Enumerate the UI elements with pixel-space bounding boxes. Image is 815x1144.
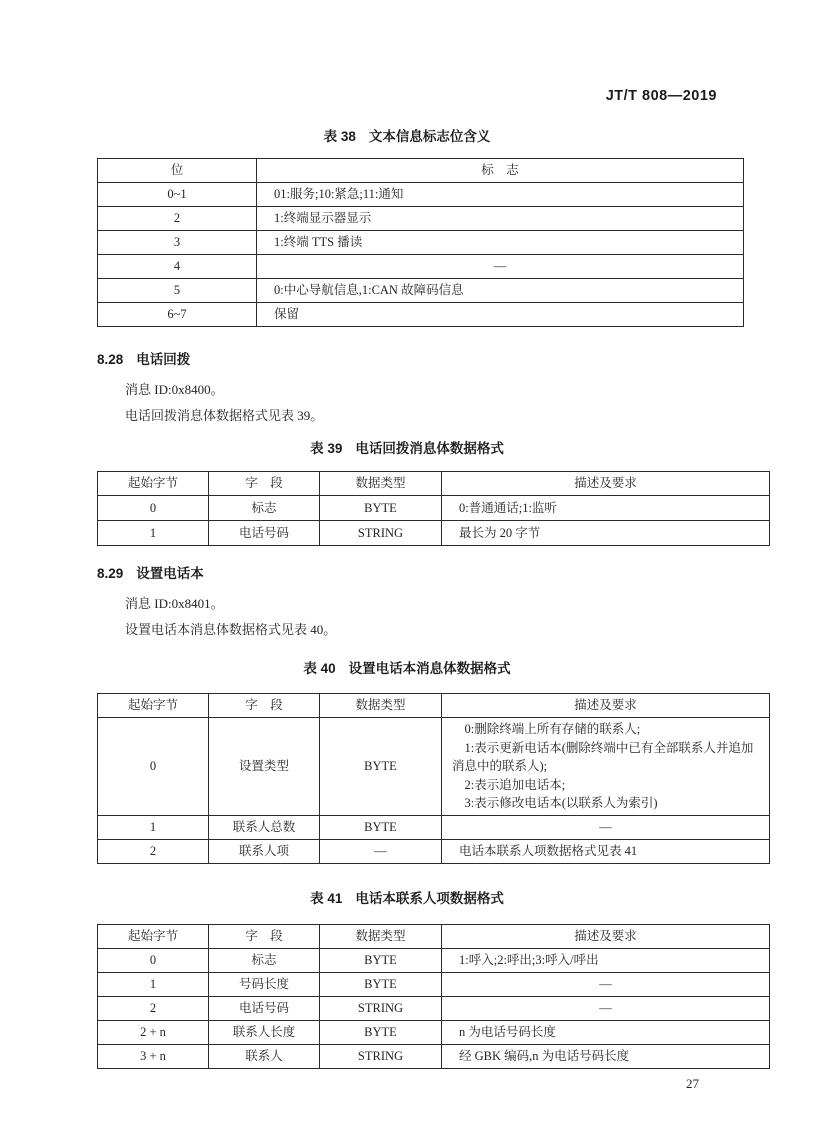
cell-start: 0 [98, 718, 209, 816]
table38-caption-title: 文本信息标志位含义 [368, 129, 491, 144]
table-row [98, 279, 744, 303]
cell-flag: 保留 [257, 303, 744, 327]
cell-desc: 0:普通通话;1:监听 [442, 496, 770, 521]
cell-field: 标志 [209, 948, 320, 972]
header-type: 数据类型 [320, 924, 442, 948]
header-start: 起始字节 [98, 472, 209, 496]
table-row [98, 996, 770, 1020]
table-row [98, 972, 770, 996]
cell-type: STRING [320, 521, 442, 546]
table39-caption-label: 表 39 [310, 441, 343, 456]
table-row [98, 948, 770, 972]
table38-header-row [98, 159, 744, 183]
cell-start: 2 [98, 996, 209, 1020]
cell-field: 联系人 [209, 1044, 320, 1068]
header-field: 字 段 [209, 694, 320, 718]
table40-header-row [98, 694, 770, 718]
table41 [97, 924, 770, 1069]
section-829-para-ref: 设置电话本消息体数据格式见表 40。 [125, 622, 337, 637]
header-desc: 描述及要求 [442, 472, 770, 496]
section-number: 8.28 [97, 352, 124, 367]
table-row [98, 1044, 770, 1068]
cell-desc: — [442, 815, 770, 839]
desc-line: 0:删除终端上所有存储的联系人; [464, 722, 641, 736]
table41-caption [97, 887, 717, 907]
cell-flag: — [257, 255, 744, 279]
section-number: 8.29 [97, 566, 124, 581]
cell-desc: 最长为 20 字节 [442, 521, 770, 546]
table-row [98, 255, 744, 279]
table-row [98, 207, 744, 231]
cell-start: 3 + n [98, 1044, 209, 1068]
cell-start: 1 [98, 521, 209, 546]
table-row [98, 496, 770, 521]
table39-header-row [98, 472, 770, 496]
table-row [98, 718, 770, 816]
cell-bit: 3 [98, 231, 257, 255]
table-row [98, 231, 744, 255]
cell-bit: 0~1 [98, 183, 257, 207]
cell-desc: — [442, 972, 770, 996]
table40-caption [97, 657, 717, 677]
cell-bit: 4 [98, 255, 257, 279]
cell-type: BYTE [320, 972, 442, 996]
cell-start: 2 + n [98, 1020, 209, 1044]
table41-caption-title: 电话本联系人项数据格式 [355, 890, 504, 906]
table38 [97, 158, 744, 327]
header-desc: 描述及要求 [442, 694, 770, 718]
cell-field: 电话号码 [209, 521, 320, 546]
table-row [98, 815, 770, 839]
header-desc: 描述及要求 [442, 924, 770, 948]
table39-caption [97, 437, 717, 457]
cell-start: 1 [98, 815, 209, 839]
section-829-heading [97, 562, 717, 582]
table41-header-row [98, 924, 770, 948]
table39 [97, 471, 770, 546]
doc-code-header: JT/T 808—2019 [605, 88, 717, 104]
section-828-heading [97, 348, 717, 368]
section-title: 设置电话本 [136, 566, 204, 581]
cell-flag: 01:服务;10:紧急;11:通知 [257, 183, 744, 207]
header-field: 字 段 [209, 472, 320, 496]
section-828-para-msgid: 消息 ID:0x8400。 [125, 382, 224, 397]
cell-bit: 6~7 [98, 303, 257, 327]
table38-header-flag: 标 志 [257, 159, 744, 183]
cell-flag: 0:中心导航信息,1:CAN 故障码信息 [257, 279, 744, 303]
cell-flag: 1:终端显示器显示 [257, 207, 744, 231]
cell-bit: 2 [98, 207, 257, 231]
table39-caption-title: 电话回拨消息体数据格式 [355, 441, 504, 456]
table-row [98, 303, 744, 327]
cell-field: 号码长度 [209, 972, 320, 996]
cell-type: BYTE [320, 815, 442, 839]
table40-caption-title: 设置电话本消息体数据格式 [348, 661, 511, 676]
table-row [98, 521, 770, 546]
header-field: 字 段 [209, 924, 320, 948]
table-row [98, 839, 770, 863]
cell-type: STRING [320, 996, 442, 1020]
desc-line: 2:表示追加电话本; [464, 777, 566, 792]
cell-start: 1 [98, 972, 209, 996]
desc-line: 1:表示更新电话本(删除终端中已有全部联系人并追加消息中的联系人); [452, 740, 754, 773]
cell-field: 联系人长度 [209, 1020, 320, 1044]
cell-type: BYTE [320, 948, 442, 972]
cell-flag: 1:终端 TTS 播读 [257, 231, 744, 255]
table38-caption-label: 表 38 [323, 129, 356, 144]
cell-type: — [320, 839, 442, 863]
cell-type: STRING [320, 1044, 442, 1068]
table-row [98, 1020, 770, 1044]
cell-start: 0 [98, 496, 209, 521]
page-number: 27 [686, 1075, 699, 1091]
cell-field: 电话号码 [209, 996, 320, 1020]
header-start: 起始字节 [98, 924, 209, 948]
header-type: 数据类型 [320, 472, 442, 496]
table38-header-bit: 位 [98, 159, 257, 183]
cell-field: 标志 [209, 496, 320, 521]
cell-field: 设置类型 [209, 718, 320, 816]
cell-type: BYTE [320, 718, 442, 816]
table-row [98, 183, 744, 207]
cell-desc: n 为电话号码长度 [442, 1020, 770, 1044]
cell-desc: — [442, 996, 770, 1020]
cell-field: 联系人项 [209, 839, 320, 863]
desc-line: 3:表示修改电话本(以联系人为索引) [464, 796, 658, 810]
section-title: 电话回拨 [136, 352, 191, 367]
cell-start: 2 [98, 839, 209, 863]
cell-start: 0 [98, 948, 209, 972]
section-828-para-ref: 电话回拨消息体数据格式见表 39。 [125, 408, 324, 423]
section-829-para-msgid: 消息 ID:0x8401。 [125, 596, 224, 611]
cell-type: BYTE [320, 496, 442, 521]
table41-caption-label: 表 41 [310, 890, 343, 906]
cell-desc: 经 GBK 编码,n 为电话号码长度 [442, 1044, 770, 1068]
header-start: 起始字节 [98, 694, 209, 718]
header-type: 数据类型 [320, 694, 442, 718]
cell-type: BYTE [320, 1020, 442, 1044]
cell-desc: 电话本联系人项数据格式见表 41 [442, 839, 770, 863]
table40-caption-label: 表 40 [303, 661, 336, 676]
cell-bit: 5 [98, 279, 257, 303]
cell-desc: 1:呼入;2:呼出;3:呼入/呼出 [442, 948, 770, 972]
cell-field: 联系人总数 [209, 815, 320, 839]
table38-caption [97, 125, 717, 145]
cell-desc [442, 718, 770, 816]
table40 [97, 693, 770, 864]
